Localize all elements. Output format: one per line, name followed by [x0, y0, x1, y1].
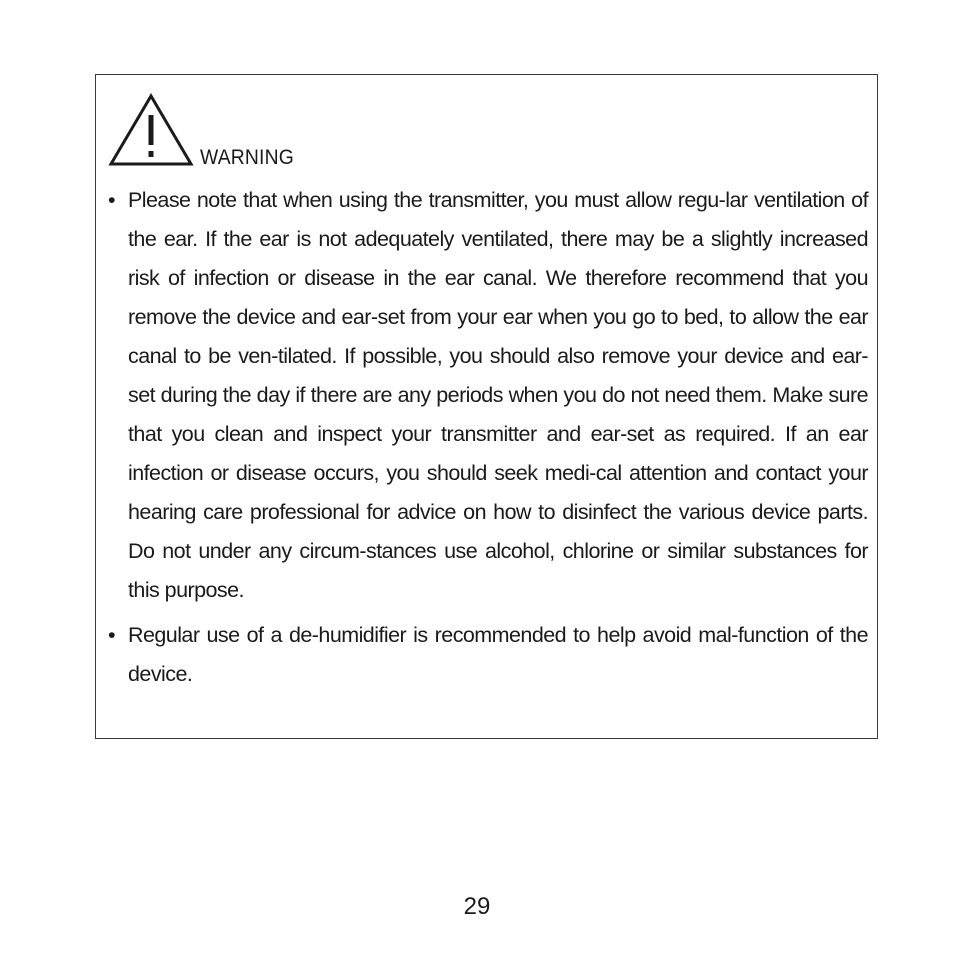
warning-item-text: Please note that when using the transmitter, you must allow regu-lar ventilation of the ear. If the ear is not adequately ventilated, there may be a slightly increased risk of infection or disease in the ear canal. We therefore recommend that you remove the device and ear-set from your ear when you go to bed, to allow the ear canal to be ven-tilated. If possible, you should also remove your device and ear-set during the day if there are any periods when you do not need them. Make sure that you clean and inspect your transmitter and ear-set as required. If an ear infection or disease occurs, you should seek medi-cal attention and contact your hearing care professional for advice on how to disinfect the various device parts. Do not under any circum-stances use alcohol, chlorine or similar substances for this purpose. [128, 188, 868, 602]
page-number: 29 [463, 893, 491, 920]
list-item [108, 616, 868, 694]
list-item [108, 181, 868, 610]
warning-header [108, 91, 302, 167]
bullet: • [108, 188, 116, 212]
bullet: • [108, 623, 116, 647]
warning-item-text: Regular use of a de-humidifier is recommended to help avoid mal-function of the device. [128, 623, 868, 686]
warning-box [95, 74, 878, 739]
warning-triangle-icon [108, 93, 194, 167]
warning-title: WARNING [200, 146, 294, 169]
warning-list [108, 181, 868, 694]
